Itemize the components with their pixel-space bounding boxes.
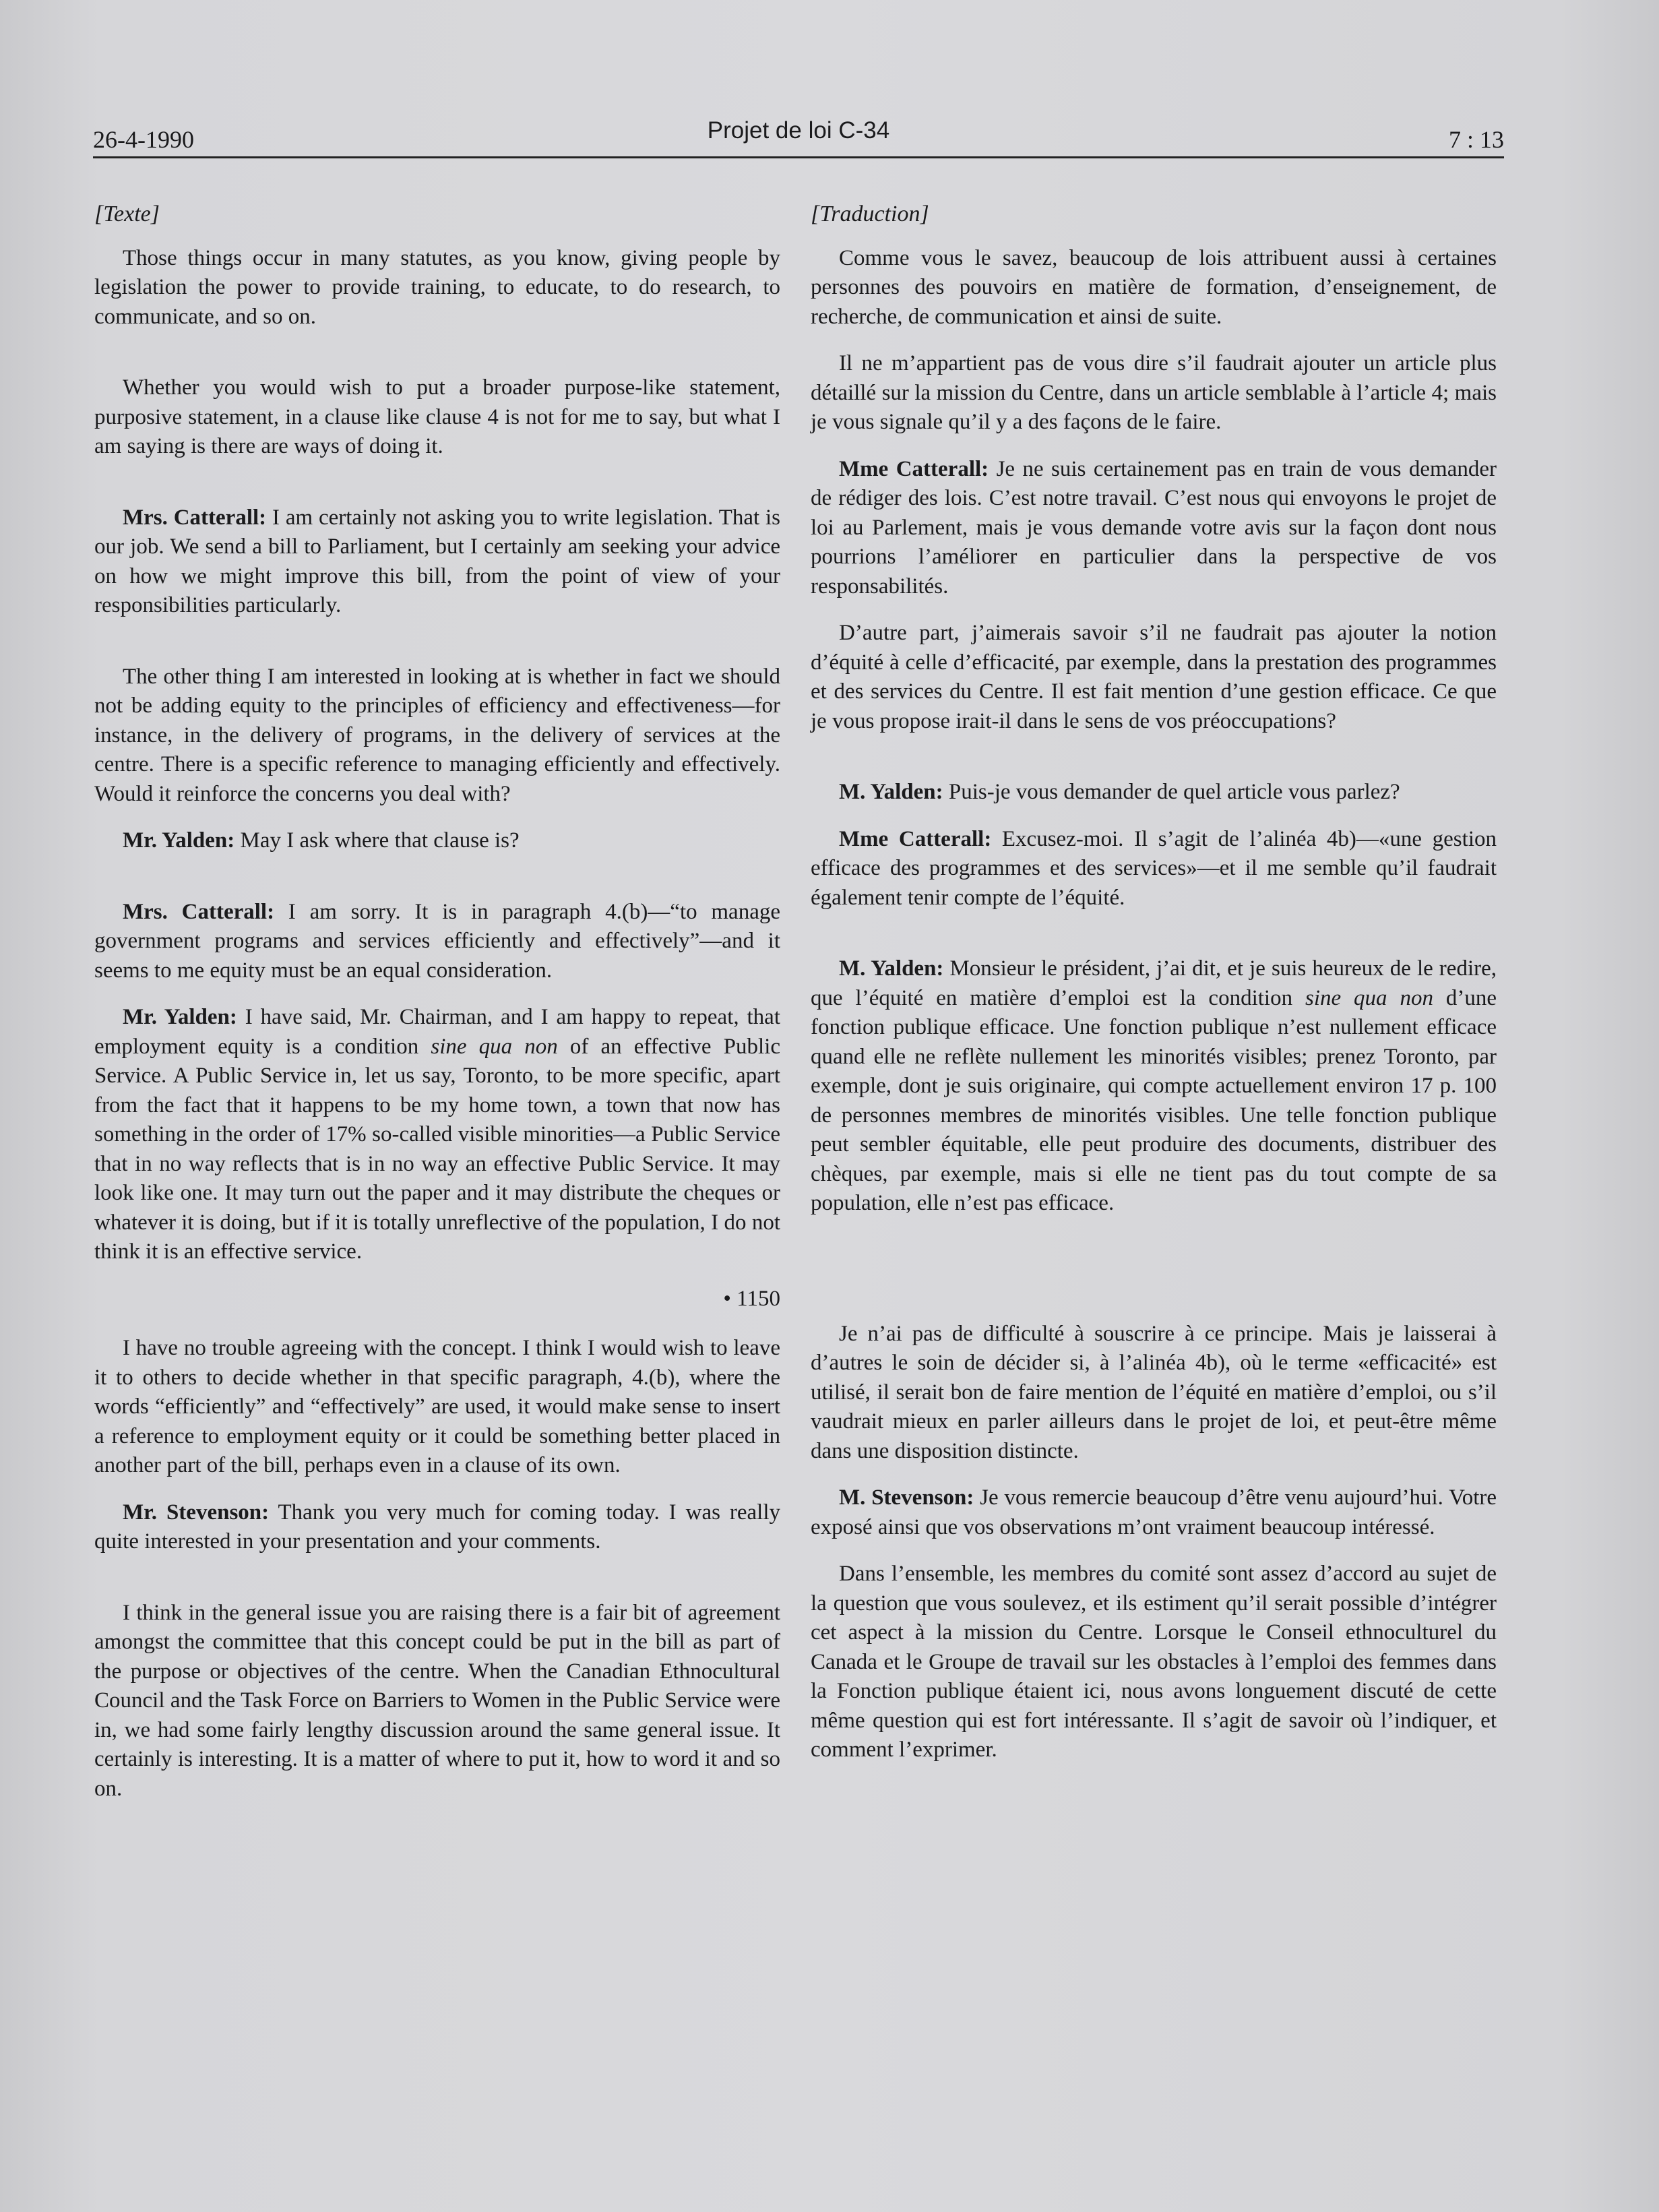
- paragraph: Mr. Yalden: I have said, Mr. Chairman, and I am happy to repeat, that employment equity is a condition sine qua non of an effective Public Service. A Public Service in, let us say, Toronto, to be more specific, apart from the fact that it happens to be my home town, a town that now has something in the order of 17% so-called visible minorities—a Public Service that in no way reflects that is in no way an effective Public Service. It may look like one. It may turn out the paper and it may distribute the cheques or whatever it is doing, but if it is totally unreflective of the population, I do not think it is an effective service.: [94, 1005, 781, 1264]
- speaker-name: M. Yalden:: [839, 956, 944, 981]
- paragraph: Whether you would wish to put a broader purpose-like statement, purposive statement, in a clause like clause 4 is not for me to say, but what I am saying is there are ways of doing it.: [94, 375, 780, 458]
- paragraph: M. Stevenson: Je vous remercie beaucoup d’être venu aujourd’hui. Votre exposé ainsi que vos observations m’ont vraiment beaucoup intéressé.: [811, 1485, 1497, 1539]
- paragraph: M. Yalden: Monsieur le président, j’ai dit, et je suis heureux de le redire, que l’équité en matière d’emploi est la condition sine qua non d’une fonction publique efficace. Une fonction publique n’est nullement efficace quand elle ne reflète nullement les minorités visibles; prenez Toronto, par exemple, dont je suis originaire, qui compte actuellement environ 17 p. 100 de personnes membres de minorités visibles. Une telle fonction publique peut sembler équitable, elle peut produire des documents, distribuer des chèques, par exemple, mais si elle ne tient pas du tout compte de sa population, elle n’est pas efficace.: [811, 956, 1497, 1215]
- texte-tag: [Texte]: [94, 202, 160, 226]
- paragraph: Mr. Stevenson: Thank you very much for coming today. I was really quite interested in your presentation and your comments.: [94, 1500, 780, 1554]
- paragraph: I think in the general issue you are raising there is a fair bit of agreement amongst the committee that this concept could be put in the bill as part of the purpose or objectives of the centre. When the Canadian Ethnocultural Council and the Task Force on Barriers to Women in the Public Service were in, we had some fairly lengthy discussion around the same general issue. It certainly is interesting. It is a matter of where to put it, how to word it and so on.: [94, 1600, 780, 1801]
- traduction-tag: [Traduction]: [811, 202, 929, 226]
- paragraph: Dans l’ensemble, les membres du comité sont assez d’accord au sujet de la question que vous soulevez, et ils estiment qu’il serait possible d’intégrer cet aspect à la mission du Centre. Lorsque le Conseil ethnoculturel du Canada et le Groupe de travail sur les obstacles à l’emploi des femmes dans la Fonction publique étaient ici, nous avons longuement discuté de cette même question qui est fort intéressante. Il s’agit de savoir où l’indiquer, et comment l’exprimer.: [811, 1562, 1497, 1762]
- paragraph: Il ne m’appartient pas de vous dire s’il faudrait ajouter un article plus détaillé sur la mission du Centre, dans un article semblable à l’article 4; mais je vous signale qu’il y a des façons de le faire.: [811, 351, 1497, 434]
- paragraph: Mr. Yalden: May I ask where that clause is?: [123, 828, 520, 853]
- paragraph: I have no trouble agreeing with the concept. I think I would wish to leave it to others to decide whether in that specific paragraph, 4.(b), where the words “efficiently” and “effectively” are used, it would make sense to insert a reference to employment equity or it could be something better placed in another part of the bill, perhaps even in a clause of its own.: [94, 1336, 780, 1477]
- time-marker: • 1150: [723, 1286, 780, 1311]
- speaker-name: Mme Catterall:: [839, 456, 989, 481]
- header-date: 26-4-1990: [93, 126, 194, 153]
- english-column: [94, 199, 780, 1821]
- speaker-name: Mr. Stevenson:: [123, 1500, 270, 1525]
- paragraph: Mme Catterall: Je ne suis certainement pas en train de vous demander de rédiger des lois. C’est notre travail. C’est nous qui envoyons le projet de loi au Parlement, mais je vous demande votre avis sur la façon dont nous pourrions l’améliorer en particulier dans la perspective de vos responsabilités.: [811, 456, 1497, 598]
- header-title: Projet de loi C-34: [707, 117, 890, 144]
- paragraph: Mme Catterall: Excusez-moi. Il s’agit de l’alinéa 4b)—«une gestion efficace des programmes et des services»—et il me semble qu’il faudrait également tenir compte de l’équité.: [811, 826, 1497, 910]
- paragraph: Those things occur in many statutes, as you know, giving people by legislation the power to provide training, to educate, to do research, to communicate, and so on.: [94, 245, 780, 329]
- paragraph: M. Yalden: Puis-je vous demander de quel article vous parlez?: [839, 780, 1400, 804]
- speaker-name: Mr. Yalden:: [123, 1005, 237, 1029]
- paragraph: The other thing I am interested in looking at is whether in fact we should not be adding equity to the principles of efficiency and effectiveness—for instance, in the delivery of programs, in the delivery of services at the centre. There is a specific reference to managing efficiently and effectively. Would it reinforce the concerns you deal with?: [94, 664, 780, 806]
- speaker-name: Mme Catterall:: [839, 826, 992, 851]
- page-header: [93, 113, 1504, 158]
- header-page-number: 7 : 13: [1448, 126, 1504, 153]
- speaker-name: Mrs. Catterall:: [123, 899, 275, 924]
- paragraph: Je n’ai pas de difficulté à souscrire à ce principe. Mais je laisserai à d’autres le soin de décider si, à l’alinéa 4b), où le terme «efficacité» est utilisé, il serait bon de faire mention de l’équité en matière d’emploi, ou s’il vaudrait mieux en parler ailleurs dans le projet de loi, et peut-être même dans une disposition distincte.: [811, 1321, 1497, 1463]
- french-column: [811, 199, 1497, 1783]
- paragraph: D’autre part, j’aimerais savoir s’il ne faudrait pas ajouter la notion d’équité à celle d’efficacité, par exemple, dans la prestation des programmes et des services du Centre. Il est fait mention d’une gestion efficace. Ce que je vous propose irait-il dans le sens de vos préoccupations?: [811, 621, 1497, 733]
- speaker-name: M. Stevenson:: [839, 1485, 974, 1510]
- speaker-name: Mrs. Catterall:: [123, 505, 267, 530]
- paragraph: Mrs. Catterall: I am sorry. It is in paragraph 4.(b)—“to manage government programs and services efficiently and effectively”—and it seems to me equity must be an equal consideration.: [94, 899, 780, 983]
- paragraph: Mrs. Catterall: I am certainly not asking you to write legislation. That is our job. We send a bill to Parliament, but I certainly am seeking your advice on how we might improve this bill, from the point of view of your responsibilities particularly.: [94, 505, 780, 617]
- speaker-name: M. Yalden:: [839, 780, 943, 804]
- paragraph: Comme vous le savez, beaucoup de lois attribuent aussi à certaines personnes des pouvoirs en matière de formation, d’enseignement, de recherche, de communication et ainsi de suite.: [811, 245, 1497, 329]
- speaker-name: Mr. Yalden:: [123, 828, 235, 853]
